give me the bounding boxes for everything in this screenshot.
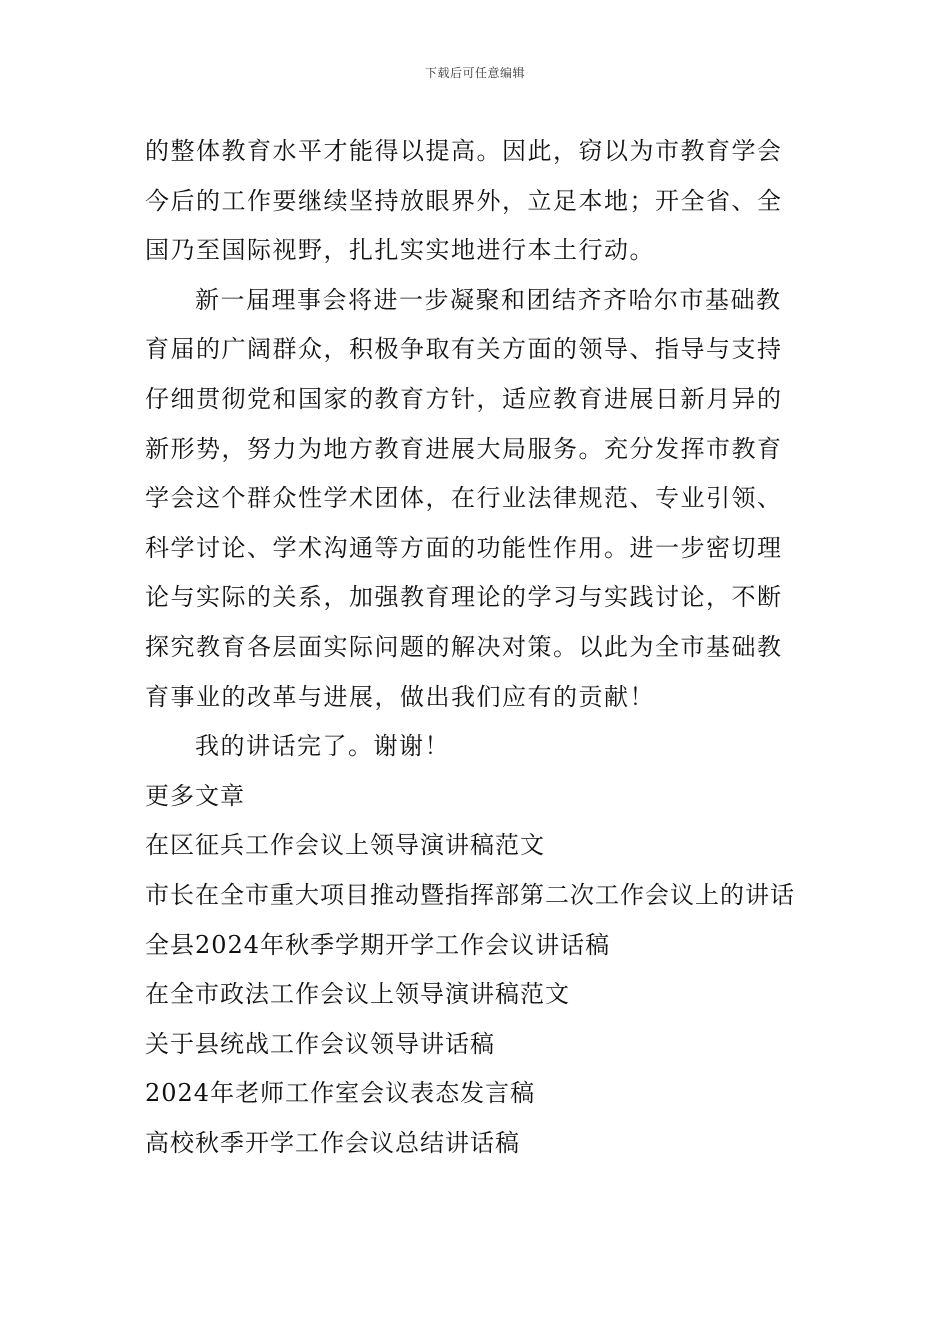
article-link[interactable]: 在全市政法工作会议上领导演讲稿范文 [145, 980, 570, 1009]
article-link[interactable]: 在区征兵工作会议上领导演讲稿范文 [145, 831, 545, 860]
text-line: 新一届理事会将进一步凝聚和团结齐齐哈尔市基础教 [195, 285, 782, 314]
page-header-note: 下载后可任意编辑 [424, 66, 525, 80]
text-line: 仔细贯彻党和国家的教育方针，适应教育进展日新月异的 [145, 384, 783, 413]
document-body [145, 127, 809, 1168]
text-line: 探究教育各层面实际问题的解决对策。以此为全市基础教 [145, 632, 783, 661]
text-line: 新形势，努力为地方教育进展大局服务。充分发挥市教育 [145, 434, 783, 463]
article-link[interactable]: 高校秋季开学工作会议总结讲话稿 [145, 1128, 520, 1157]
text-line: 今后的工作要继续坚持放眼界外，立足本地；开全省、全 [145, 186, 783, 215]
closing-remark: 我的讲话完了。谢谢！ [195, 732, 450, 761]
article-link[interactable]: 全县2024年秋季学期开学工作会议讲话稿 [145, 930, 611, 959]
article-link[interactable]: 市长在全市重大项目推动暨指挥部第二次工作会议上的讲话 [145, 880, 795, 909]
text-line: 科学讨论、学术沟通等方面的功能性作用。进一步密切理 [145, 533, 783, 562]
text-line: 育届的广阔群众，积极争取有关方面的领导、指导与支持 [145, 335, 783, 364]
text-line: 论与实际的关系，加强教育理论的学习与实践讨论，不断 [145, 583, 783, 612]
paragraph-council [145, 276, 809, 722]
article-link[interactable]: 2024年老师工作室会议表态发言稿 [145, 1079, 536, 1108]
article-link[interactable]: 关于县统战工作会议领导讲话稿 [145, 1029, 495, 1058]
text-line: 国乃至国际视野，扎扎实实地进行本土行动。 [145, 236, 655, 265]
text-line: 学会这个群众性学术团体，在行业法律规范、专业引领、 [145, 484, 783, 513]
text-line: 的整体教育水平才能得以提高。因此，窃以为市教育学会 [145, 137, 783, 165]
paragraph-continuation [145, 127, 809, 276]
more-articles-title: 更多文章 [145, 781, 245, 810]
more-articles-list [145, 821, 809, 1168]
text-line: 育事业的改革与进展，做出我们应有的贡献！ [145, 682, 655, 711]
